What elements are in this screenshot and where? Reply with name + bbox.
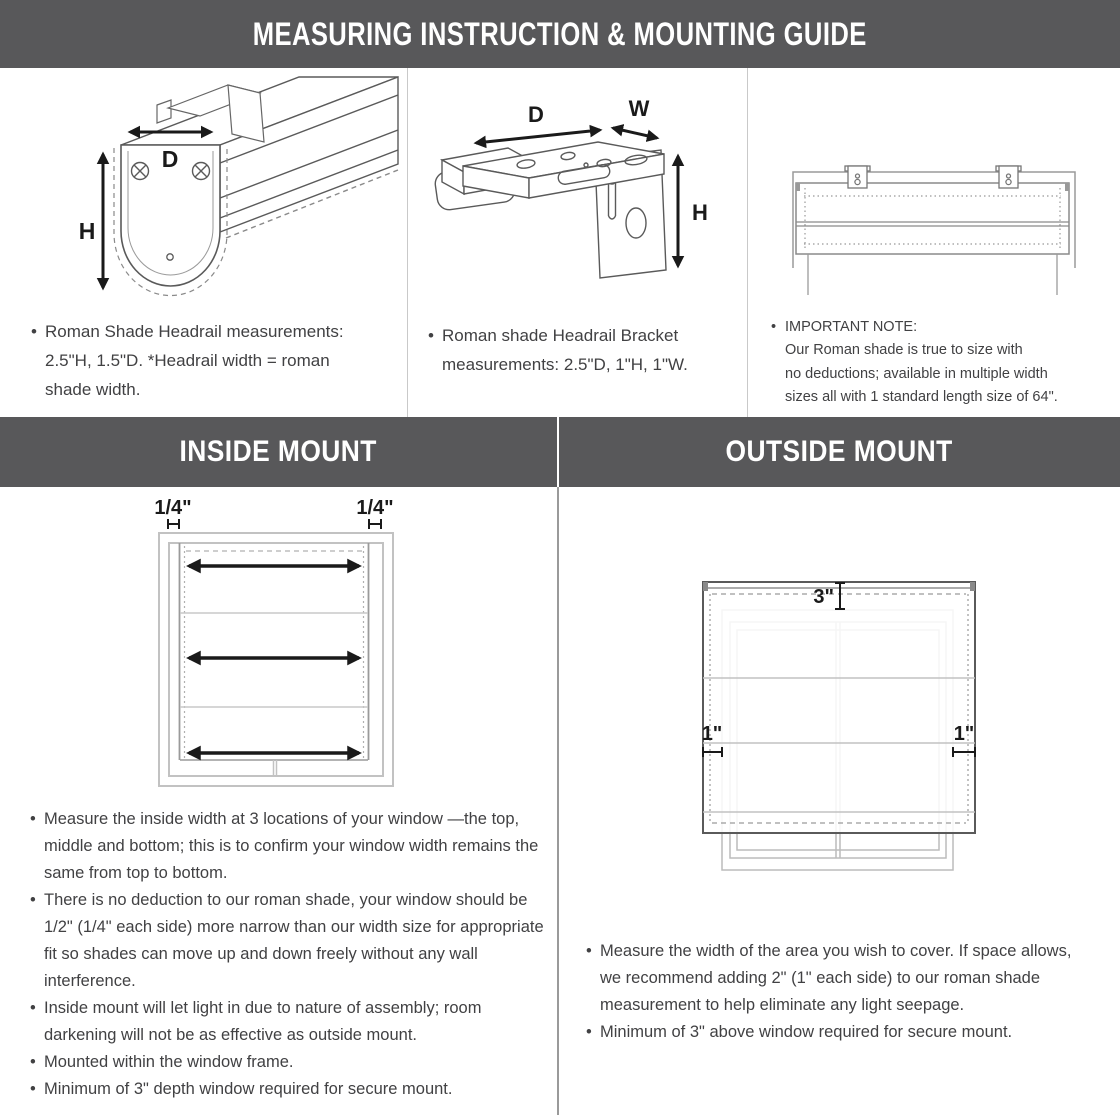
bullet-text: There is no deduction to our roman shade, your window should be 1/2" (1/4" each side) more narrow than our width size for appropriate fit so shades can move up and down freely without any wall interference. (44, 891, 544, 990)
inside-mount-title: INSIDE MOUNT (179, 435, 378, 468)
list-item (30, 887, 550, 995)
list-item (586, 938, 1091, 1019)
outside-mount-title: OUTSIDE MOUNT (725, 435, 954, 468)
important-note-title: • IMPORTANT NOTE: (785, 319, 918, 335)
important-note (771, 316, 1101, 410)
screw-icon (193, 163, 210, 180)
important-note-line: Our Roman shade is true to size with (785, 342, 1023, 359)
dim-label-right-overlap: 1" (953, 723, 975, 745)
dim-label-h: H (692, 200, 708, 225)
mount-bracket-icon (996, 166, 1021, 188)
bracket-note (428, 321, 722, 379)
inside-mount-bar (0, 417, 557, 487)
note-text: Roman Shade Headrail measurements: 2.5"H, 1.5"D. *Headrail width = roman shade width. (45, 322, 344, 399)
header-bar (0, 0, 1120, 68)
headrail-diagram (0, 68, 408, 317)
bullet-text: Minimum of 3" above window required for secure mount. (600, 1023, 1013, 1041)
inside-mount-diagram (0, 488, 558, 804)
bullet-text: Measure the inside width at 3 locations of your window —the top, middle and bottom; this is to confirm your window width remains the same from top to bottom. (44, 810, 539, 882)
bracket-diagram (408, 68, 748, 317)
mounted-headrail-diagram (748, 68, 1120, 317)
bullet-text: Measure the width of the area you wish to cover. If space allows, we recommend adding 2" (1" each side) to our roman shade measurement to help eliminate any light seepage. (600, 942, 1072, 1014)
note-text: Roman shade Headrail Bracket measurements: 2.5"D, 1"H, 1"W. (442, 326, 688, 374)
list-item (30, 1049, 550, 1076)
list-item (30, 1076, 550, 1103)
dim-label-h: H (78, 218, 96, 244)
dim-label-top-overlap: 3" (813, 586, 834, 608)
page-title: MEASURING INSTRUCTION & MOUNTING GUIDE (253, 15, 867, 52)
dim-label-d: D (161, 146, 179, 172)
screw-icon (132, 163, 149, 180)
bullet-text: Minimum of 3" depth window required for secure mount. (44, 1080, 453, 1098)
outside-mount-diagram (560, 570, 1120, 900)
important-note-line: no deductions; available in multiple width (785, 365, 1048, 382)
bullet-text: Inside mount will let light in due to nature of assembly; room darkening will not be as effective as outside mount. (44, 999, 482, 1044)
depth-arrow (476, 130, 600, 143)
list-item (586, 1019, 1091, 1046)
shade-overlay (703, 582, 975, 833)
width-arrow (613, 128, 657, 138)
outside-mount-bar (559, 417, 1120, 487)
bullet-text: Mounted within the window frame. (44, 1053, 294, 1071)
outside-mount-notes (586, 938, 1091, 1046)
dim-label-w: W (628, 96, 650, 121)
list-item (31, 317, 357, 404)
inside-mount-notes (30, 806, 550, 1103)
dim-label-left-gap: 1/4" (154, 497, 192, 519)
list-item (30, 806, 550, 887)
bracket-body (434, 142, 666, 278)
important-note-line: sizes all with 1 standard length size of 64". (785, 389, 1058, 406)
headrail-front (796, 183, 1069, 295)
headrail-note (31, 317, 357, 404)
list-item (30, 995, 550, 1049)
dim-label-right-gap: 1/4" (356, 497, 394, 519)
dim-label-d: D (528, 102, 544, 127)
width-measure-arrows (189, 566, 359, 753)
mount-bracket-icon (845, 166, 870, 188)
gap-measure-marks (168, 519, 381, 529)
list-item (771, 316, 1101, 410)
list-item (428, 321, 722, 379)
dim-label-left-overlap: 1" (701, 723, 723, 745)
